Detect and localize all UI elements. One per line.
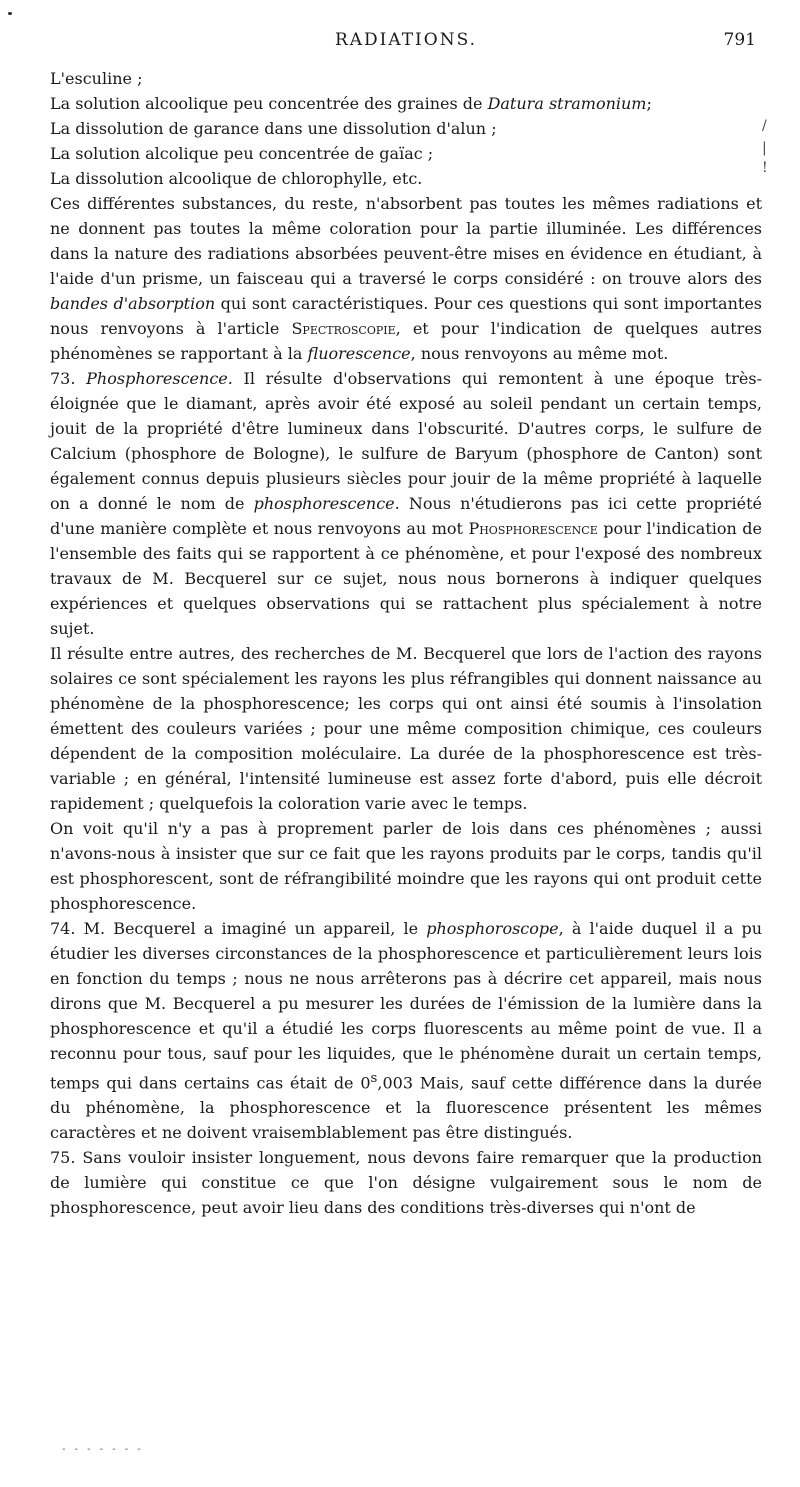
list-item: L'esculine ; — [50, 69, 143, 88]
list-item: La dissolution de garance dans une dissolution d'alun ; — [50, 119, 497, 138]
section-number: 74. — [50, 919, 84, 938]
page-number: 791 — [723, 30, 756, 50]
cross-reference: Phosphorescence — [468, 519, 598, 538]
body-text — [50, 66, 762, 1220]
list-item: La solution alcolique peu concentrée de gaïac ; — [50, 144, 434, 163]
running-title: RADIATIONS. — [334, 30, 478, 50]
paragraph-75: 75. Sans vouloir insister longuement, nous devons faire remarquer que la production de lumière qui constitue ce que l'on désigne vulgairement sous le nom de phosphorescence, peut avoir lieu dans des conditions très-diverses qui n'ont de — [50, 1148, 763, 1218]
species-name: Datura stramonium — [487, 94, 647, 113]
cross-reference: Spectroscopie — [291, 319, 396, 338]
paragraph-lois: On voit qu'il n'y a pas à proprement parler de lois dans ces phénomènes ; aussi n'avons-nous à insister que sur ce fait que les rayons produits par le corps, tandis qu'il est phosphorescent, sont de réfrangibilité moindre que les rayons qui ont produit cette phosphorescence. — [50, 819, 762, 913]
list-item: La solution alcoolique peu concentrée des graines de Datura stramonium; — [50, 94, 652, 113]
section-number: 73. — [50, 369, 87, 388]
paragraph-74: 74. M. Becquerel a imaginé un appareil, le phosphoroscope, à l'aide duquel il a pu étudier les diverses circonstances de la phosphorescence et particulièrement leurs lois en fonction du temps ; nous ne nous arrêterons pas à décrire cet appareil, mais nous dirons que M. Becquerel a pu mesurer les durées de l'émission de la lumière dans la phosphorescence et qu'il a étudié les corps fluorescents au même point de vue. Il a reconnu pour tous, sauf pour les liquides, que le phénomène durait un certain temps, temps qui dans certains cas était de 0$^s$,003 Mais, sauf cette différence dans la durée du phénomène, la phosphorescence et la fluorescence présentent les mêmes caractères et ne doivent vraisemblablement pas être distingués. — [50, 919, 763, 1143]
scan-speck — [8, 12, 12, 15]
paragraph-73: 73. Phosphorescence. Il résulte d'observations qui remontent à une époque très-éloignée que le diamant, après avoir été exposé au soleil pendant un certain temps, jouit de la propriété d'être lumineux dans l'obscurité. D'autres corps, le sulfure de Calcium (phosphore de Bologne), le sulfure de Baryum (phosphore de Canton) sont également connus depuis plusieurs siècles pour jouir de la même propriété à laquelle on a donné le nom de phosphorescence. Nous n'étudierons pas ici cette propriété d'une manière complète et nous renvoyons au mot Phosphorescence pour l'indication de l'ensemble des faits qui se rapportent à ce phénomène, et pour l'exposé des nombreux travaux de M. Becquerel sur ce sujet, nous nous bornerons à indiquer quelques expériences et quelques observations qui se rattachent plus spécialement à notre sujet. — [50, 369, 763, 638]
margin-mark: / — [762, 118, 767, 134]
paragraph-absorption: Ces différentes substances, du reste, n'absorbent pas toutes les mêmes radiations et ne donnent pas toutes la même coloration pour la partie illuminée. Les différences dans la nature des radiations absorbées peuvent-être mises en évidence en étudiant, à l'aide d'un prisme, un faisceau qui a traversé le corps considéré : on trouve alors des bandes d'absorption qui sont caractéristiques. Pour ces questions qui sont importantes nous renvoyons à l'article Spectroscopie, et pour l'indication de quelques autres phénomènes se rapportant à la fluorescence, nous renvoyons au même mot. — [50, 194, 762, 363]
section-heading: Phosphorescence. — [86, 369, 233, 388]
margin-mark: ! — [762, 160, 768, 176]
list-item: La dissolution alcoolique de chlorophylle, etc. — [50, 169, 423, 188]
paragraph-becquerel: Il résulte entre autres, des recherches de M. Becquerel que lors de l'action des rayons solaires ce sont spécialement les rayons les plus réfrangibles qui donnent naissance au phénomène de la phosphorescence; les corps qui ont ainsi été soumis à l'insolation émettent des couleurs variées ; pour une même composition chimique, ces couleurs dépendent de la composition moléculaire. La durée de la phosphorescence est très-variable ; en général, l'intensité lumineuse est assez forte d'abord, puis elle décroit rapidement ; quelquefois la coloration varie avec le temps. — [50, 644, 762, 813]
section-number: 75. — [50, 1148, 83, 1168]
page-header — [50, 30, 762, 60]
margin-mark: | — [762, 140, 767, 156]
footer-marks: - - - - - - - — [62, 1444, 144, 1455]
